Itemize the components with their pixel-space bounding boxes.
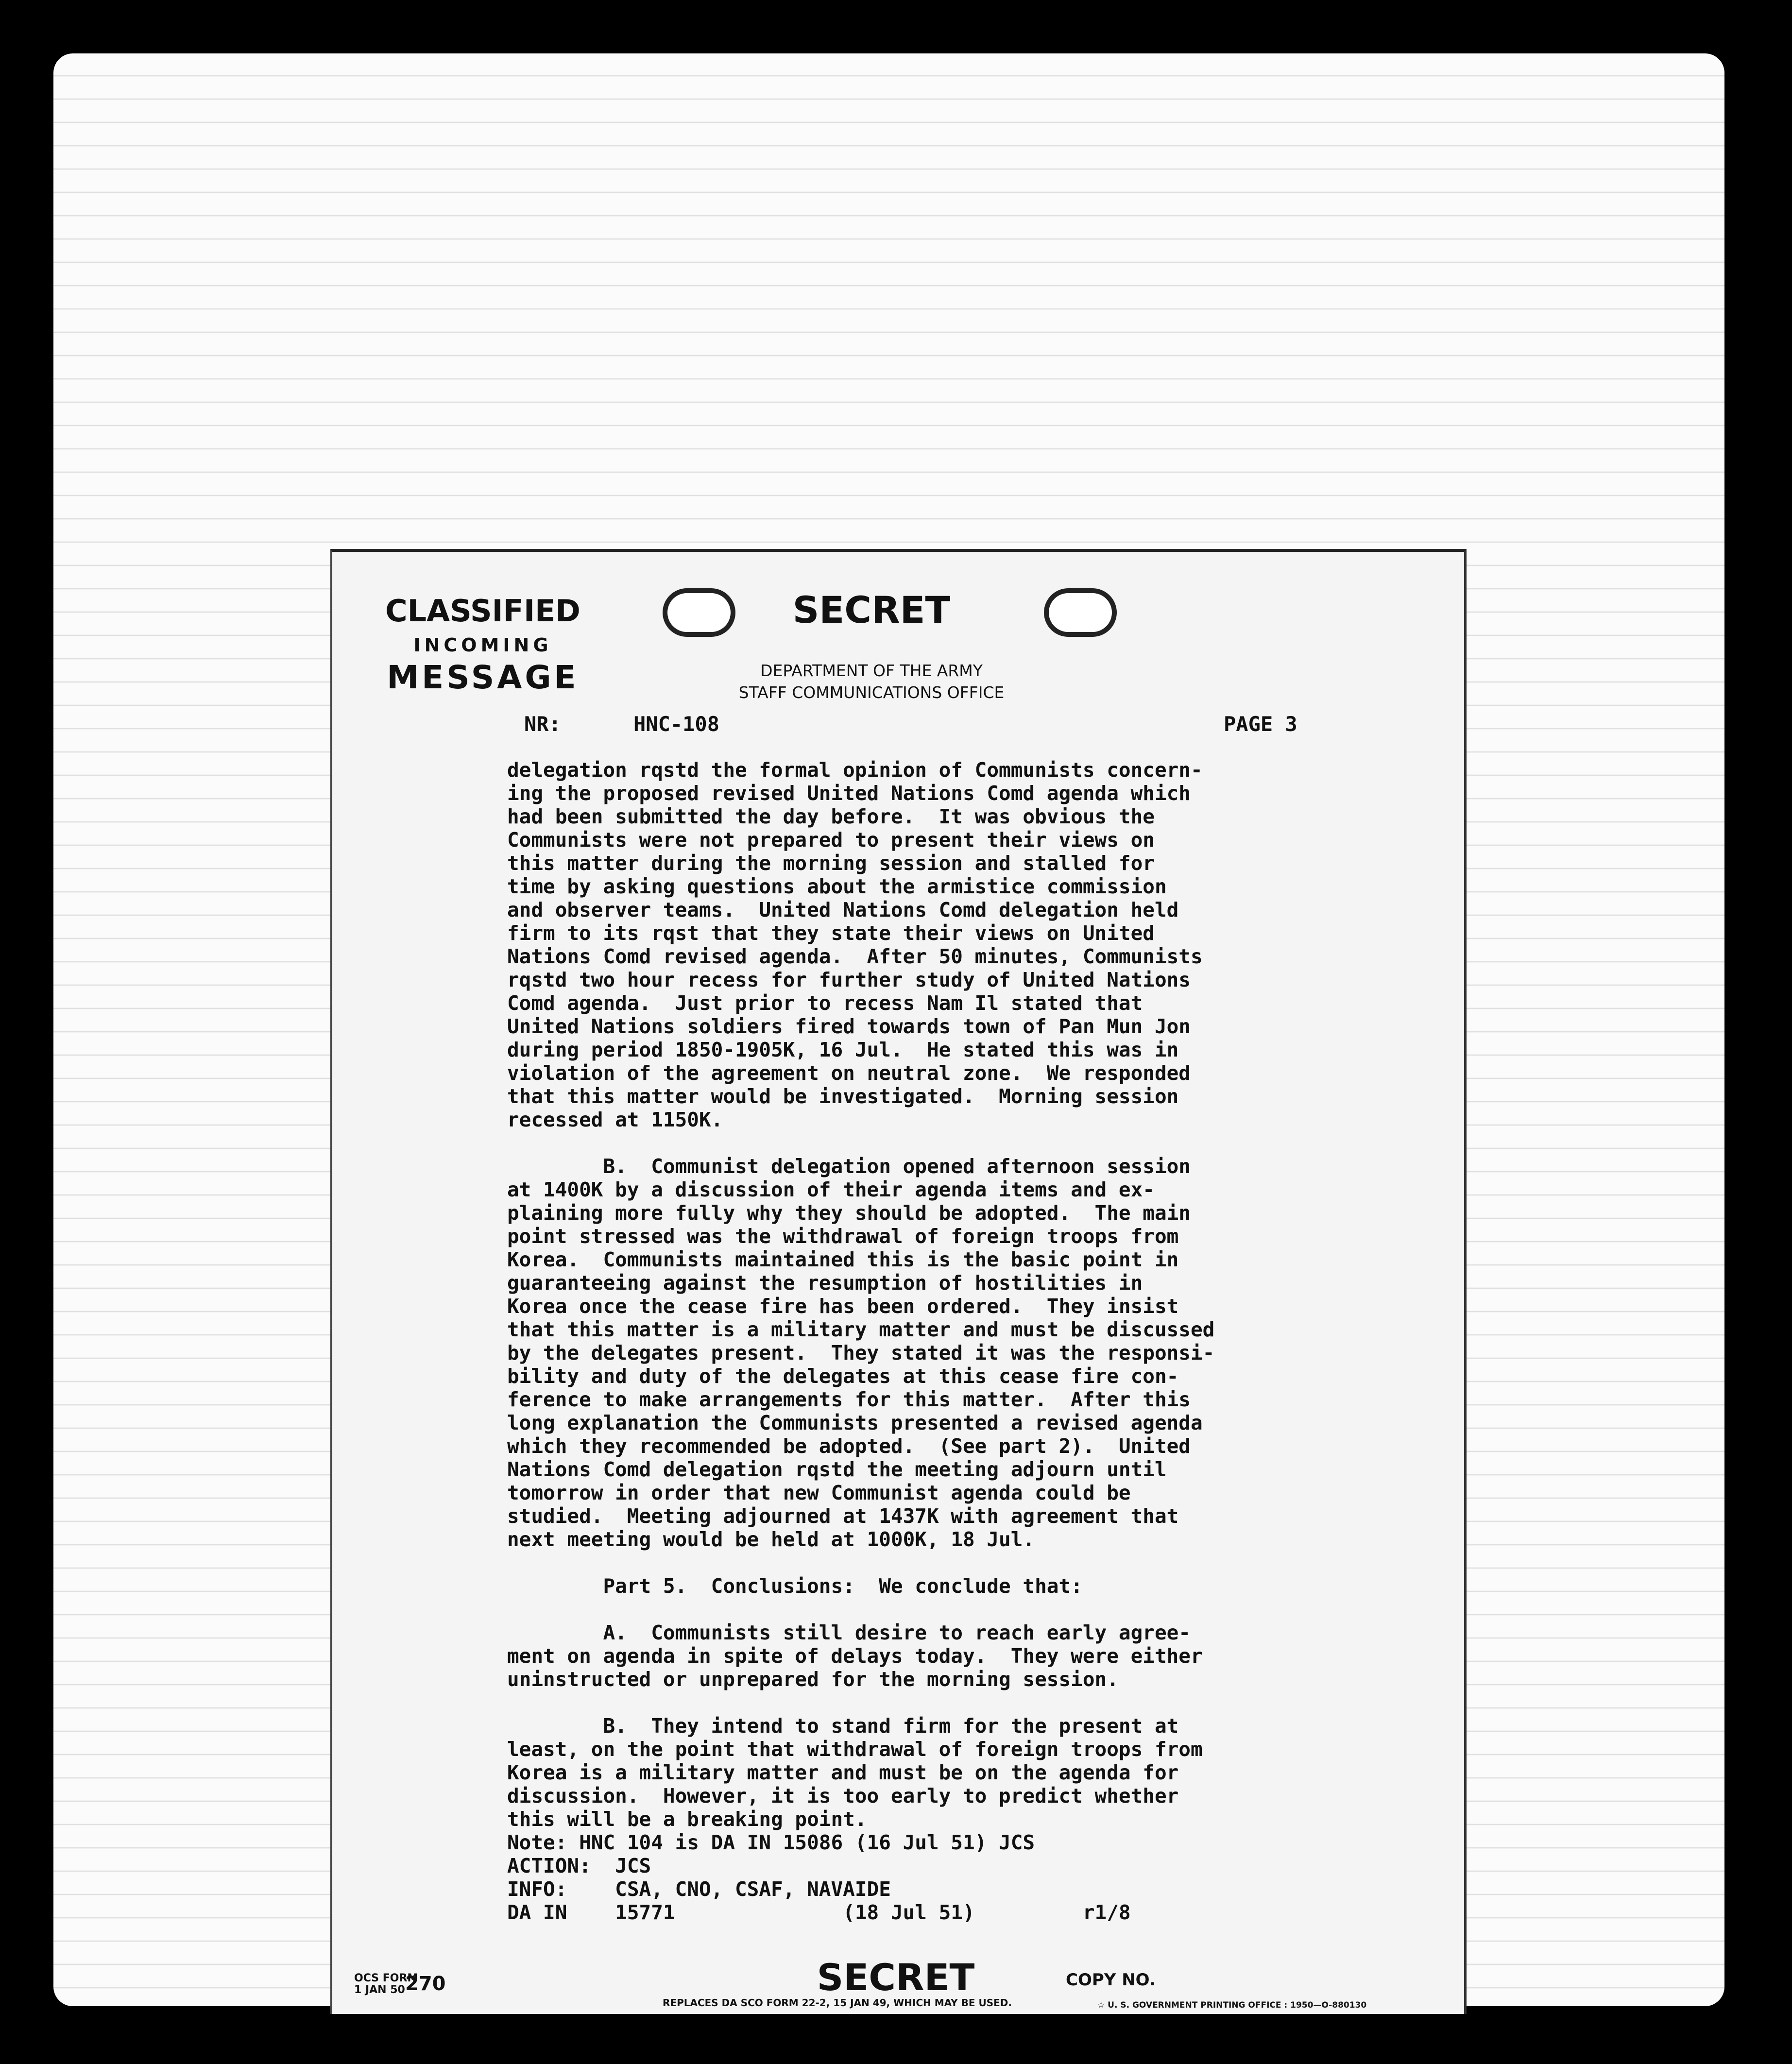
department-heading: DEPARTMENT OF THE ARMY [760,661,983,680]
body-line [507,1131,1430,1155]
body-line: and observer teams. United Nations Comd delegation held [507,898,1179,921]
printing-office-note: ☆ U. S. GOVERNMENT PRINTING OFFICE : 1950—O-880130 [1097,2000,1367,2010]
body-line: during period 1850-1905K, 16 Jul. He stated this was in [507,1038,1179,1061]
body-line [507,1598,1430,1621]
body-line: INFO: CSA, CNO, CSAF, NAVAIDE [507,1877,891,1901]
body-line: long explanation the Communists presented a revised agenda [507,1411,1203,1434]
body-line: time by asking questions about the armistice commission [507,875,1167,898]
office-heading: STAFF COMMUNICATIONS OFFICE [738,683,1005,702]
body-line: Part 5. Conclusions: We conclude that: [507,1574,1083,1598]
body-line: violation of the agreement on neutral zone. We responded [507,1061,1191,1085]
body-line: Korea once the cease fire has been ordered. They insist [507,1295,1179,1318]
punch-hole-right-icon [1044,588,1117,637]
copy-number: COPY NO. [1066,1970,1156,1990]
body-line: next meeting would be held at 1000K, 18 Jul. [507,1528,1035,1551]
footer-secret: SECRET [817,1956,975,1999]
body-line: studied. Meeting adjourned at 1437K with agreement that [507,1504,1179,1528]
message-form [330,549,1467,2014]
body-line: had been submitted the day before. It was obvious the [507,805,1155,828]
form-id-line-2: 1 JAN 50 [354,1984,405,1996]
body-line: A. Communists still desire to reach early agree- [507,1621,1191,1644]
body-line: DA IN 15771 (18 Jul 51) r1/8 [507,1901,1131,1924]
body-line: Nations Comd revised agenda. After 50 minutes, Communists [507,945,1203,968]
body-line: ACTION: JCS [507,1854,651,1877]
nr-value: HNC-108 [633,712,720,736]
punch-hole-left-icon [663,588,735,637]
body-line: this will be a breaking point. [507,1808,867,1831]
body-line: rqstd two hour recess for further study of United Nations [507,968,1191,991]
body-line: plaining more fully why they should be adopted. The main [507,1201,1191,1225]
body-line: at 1400K by a discussion of their agenda items and ex- [507,1178,1155,1201]
replaces-note: REPLACES DA SCO FORM 22-2, 15 JAN 49, WHICH MAY BE USED. [663,1997,1012,2009]
body-line: uninstructed or unprepared for the morning session. [507,1668,1119,1691]
message-heading: MESSAGE [387,659,579,696]
message-body [507,758,1430,1924]
body-line: ference to make arrangements for this matter. After this [507,1388,1191,1411]
body-line: Communists were not prepared to present their views on [507,828,1155,852]
body-line: Korea is a military matter and must be on the agenda for [507,1761,1179,1784]
body-line: firm to its rqst that they state their views on United [507,921,1155,945]
form-number: 270 [405,1973,446,1995]
body-line: recessed at 1150K. [507,1108,723,1131]
incoming-heading: INCOMING [413,634,552,656]
body-line: point stressed was the withdrawal of foreign troops from [507,1225,1179,1248]
body-line: guaranteeing against the resumption of hostilities in [507,1271,1143,1295]
classified-heading: CLASSIFIED [385,593,580,629]
body-line: Korea. Communists maintained this is the basic point in [507,1248,1179,1271]
body-line: Note: HNC 104 is DA IN 15086 (16 Jul 51) JCS [507,1831,1035,1854]
secret-heading: SECRET [792,588,951,631]
body-line [507,1691,1430,1714]
body-line: discussion. However, it is too early to predict whether [507,1784,1179,1808]
page-number: PAGE 3 [1224,712,1297,736]
body-line: delegation rqstd the formal opinion of Communists concern- [507,758,1203,782]
form-id-line-1: OCS FORM [354,1972,418,1984]
body-line: bility and duty of the delegates at this cease fire con- [507,1365,1179,1388]
body-line [507,1551,1430,1574]
body-line: ing the proposed revised United Nations Comd agenda which [507,782,1191,805]
body-line: which they recommended be adopted. (See part 2). United [507,1434,1191,1458]
body-line: that this matter is a military matter and must be discussed [507,1318,1215,1341]
body-line: tomorrow in order that new Communist agenda could be [507,1481,1131,1504]
body-line: Nations Comd delegation rqstd the meeting adjourn until [507,1458,1167,1481]
body-line: Comd agenda. Just prior to recess Nam Il stated that [507,991,1143,1015]
body-line: least, on the point that withdrawal of foreign troops from [507,1738,1203,1761]
nr-label: NR: [524,712,561,736]
body-line: that this matter would be investigated. Morning session [507,1085,1179,1108]
body-line: by the delegates present. They stated it was the responsi- [507,1341,1215,1365]
body-line: United Nations soldiers fired towards town of Pan Mun Jon [507,1015,1191,1038]
body-line: B. They intend to stand firm for the present at [507,1714,1179,1738]
body-line: B. Communist delegation opened afternoon session [507,1155,1191,1178]
body-line: this matter during the morning session and stalled for [507,852,1155,875]
body-line: ment on agenda in spite of delays today. They were either [507,1644,1203,1668]
